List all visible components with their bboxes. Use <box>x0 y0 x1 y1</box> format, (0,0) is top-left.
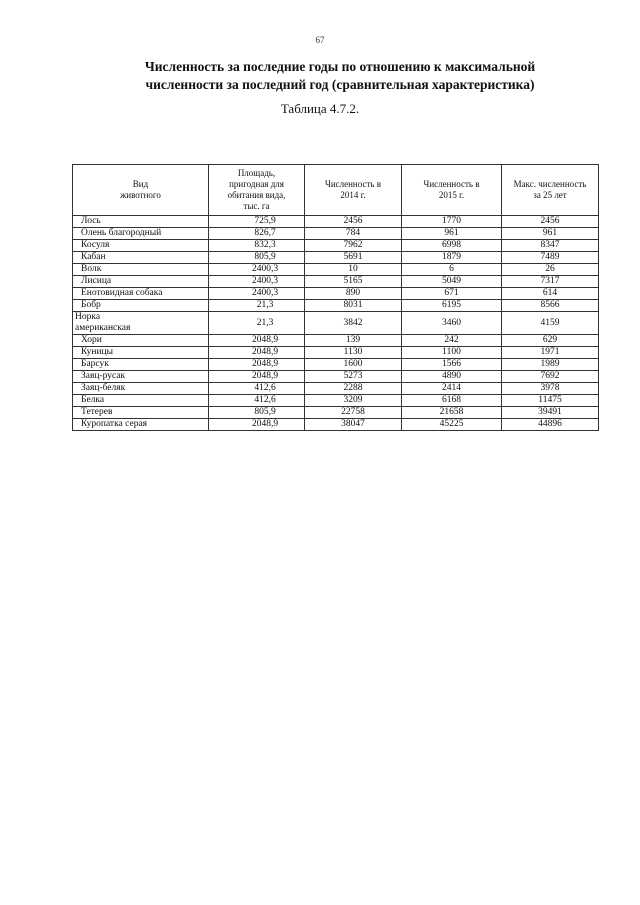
table-row <box>73 395 599 407</box>
max-count-cell: 614 <box>502 288 599 300</box>
area-cell: 21,3 <box>209 312 305 335</box>
species-cell: Лось <box>73 216 209 228</box>
count-2014-cell: 3209 <box>305 395 402 407</box>
count-2014-cell: 5273 <box>305 371 402 383</box>
max-count-cell: 11475 <box>502 395 599 407</box>
count-2015-cell: 21658 <box>402 407 502 419</box>
header-count-2014: Численность в 2014 г. <box>305 165 402 216</box>
species-cell: Тетерев <box>73 407 209 419</box>
species-cell: Барсук <box>73 359 209 371</box>
species-cell: Заяц-русак <box>73 371 209 383</box>
count-2014-cell: 7962 <box>305 240 402 252</box>
table-row <box>73 228 599 240</box>
species-cell: Косуля <box>73 240 209 252</box>
count-2015-cell: 671 <box>402 288 502 300</box>
max-count-cell: 7489 <box>502 252 599 264</box>
max-count-cell: 8347 <box>502 240 599 252</box>
table-row <box>73 407 599 419</box>
area-cell: 832,3 <box>209 240 305 252</box>
area-cell: 412,6 <box>209 383 305 395</box>
species-cell: Хори <box>73 335 209 347</box>
max-count-cell: 44896 <box>502 419 599 431</box>
max-count-cell: 1989 <box>502 359 599 371</box>
area-cell: 2400,3 <box>209 264 305 276</box>
table-row <box>73 252 599 264</box>
table-row <box>73 264 599 276</box>
max-count-cell: 4159 <box>502 312 599 335</box>
count-2014-cell: 5165 <box>305 276 402 288</box>
count-2014-cell: 784 <box>305 228 402 240</box>
area-cell: 826,7 <box>209 228 305 240</box>
table-row <box>73 312 599 335</box>
count-2015-cell: 6998 <box>402 240 502 252</box>
area-cell: 725,9 <box>209 216 305 228</box>
count-2014-cell: 1130 <box>305 347 402 359</box>
table-row <box>73 216 599 228</box>
header-count-2015: Численность в 2015 г. <box>402 165 502 216</box>
table-row <box>73 300 599 312</box>
area-cell: 805,9 <box>209 252 305 264</box>
count-2015-cell: 2414 <box>402 383 502 395</box>
count-2014-cell: 22758 <box>305 407 402 419</box>
max-count-cell: 2456 <box>502 216 599 228</box>
species-cell: Кабан <box>73 252 209 264</box>
species-cell: Олень благородный <box>73 228 209 240</box>
species-cell: Белка <box>73 395 209 407</box>
area-cell: 805,9 <box>209 407 305 419</box>
species-cell: Норка американская <box>73 312 209 335</box>
table-row <box>73 240 599 252</box>
count-2014-cell: 1600 <box>305 359 402 371</box>
table-row <box>73 359 599 371</box>
count-2015-cell: 6 <box>402 264 502 276</box>
title-line-1: Численность за последние годы по отношению к максимальной <box>144 59 536 74</box>
table-header-row <box>73 165 599 216</box>
table-row <box>73 288 599 300</box>
species-cell: Куницы <box>73 347 209 359</box>
count-2014-cell: 3842 <box>305 312 402 335</box>
area-cell: 2048,9 <box>209 419 305 431</box>
page-number: 67 <box>315 35 325 45</box>
table-row <box>73 419 599 431</box>
species-cell: Заяц-беляк <box>73 383 209 395</box>
table-row <box>73 347 599 359</box>
max-count-cell: 629 <box>502 335 599 347</box>
population-table <box>72 164 599 431</box>
count-2014-cell: 8031 <box>305 300 402 312</box>
table-caption: Таблица 4.7.2. <box>280 101 360 116</box>
count-2015-cell: 961 <box>402 228 502 240</box>
species-cell: Лисица <box>73 276 209 288</box>
count-2014-cell: 38047 <box>305 419 402 431</box>
max-count-cell: 26 <box>502 264 599 276</box>
area-cell: 2400,3 <box>209 288 305 300</box>
max-count-cell: 1971 <box>502 347 599 359</box>
count-2015-cell: 1879 <box>402 252 502 264</box>
max-count-cell: 961 <box>502 228 599 240</box>
max-count-cell: 3978 <box>502 383 599 395</box>
species-cell: Енотовидная собака <box>73 288 209 300</box>
max-count-cell: 8566 <box>502 300 599 312</box>
max-count-cell: 7692 <box>502 371 599 383</box>
species-cell: Куропатка серая <box>73 419 209 431</box>
count-2015-cell: 45225 <box>402 419 502 431</box>
count-2014-cell: 139 <box>305 335 402 347</box>
table-row <box>73 276 599 288</box>
count-2014-cell: 2456 <box>305 216 402 228</box>
count-2014-cell: 5691 <box>305 252 402 264</box>
count-2014-cell: 10 <box>305 264 402 276</box>
area-cell: 2048,9 <box>209 347 305 359</box>
count-2015-cell: 6195 <box>402 300 502 312</box>
count-2015-cell: 1770 <box>402 216 502 228</box>
species-cell: Волк <box>73 264 209 276</box>
area-cell: 21,3 <box>209 300 305 312</box>
area-cell: 2048,9 <box>209 335 305 347</box>
area-cell: 2048,9 <box>209 371 305 383</box>
table-row <box>73 383 599 395</box>
count-2015-cell: 242 <box>402 335 502 347</box>
area-cell: 412,6 <box>209 395 305 407</box>
species-cell: Бобр <box>73 300 209 312</box>
header-max-count: Макс. численность за 25 лет <box>502 165 599 216</box>
table-body <box>73 216 599 431</box>
table-row <box>73 371 599 383</box>
count-2015-cell: 3460 <box>402 312 502 335</box>
count-2015-cell: 5049 <box>402 276 502 288</box>
table-row <box>73 335 599 347</box>
count-2015-cell: 4890 <box>402 371 502 383</box>
count-2015-cell: 1100 <box>402 347 502 359</box>
title-line-2: численности за последний год (сравнительная характеристика) <box>145 77 535 92</box>
count-2015-cell: 6168 <box>402 395 502 407</box>
document-title <box>95 58 585 94</box>
area-cell: 2400,3 <box>209 276 305 288</box>
max-count-cell: 39491 <box>502 407 599 419</box>
header-area: Площадь, пригодная для обитания вида, тыс. га <box>209 165 305 216</box>
count-2014-cell: 2288 <box>305 383 402 395</box>
max-count-cell: 7317 <box>502 276 599 288</box>
area-cell: 2048,9 <box>209 359 305 371</box>
count-2015-cell: 1566 <box>402 359 502 371</box>
header-species: Вид животного <box>73 165 209 216</box>
count-2014-cell: 890 <box>305 288 402 300</box>
